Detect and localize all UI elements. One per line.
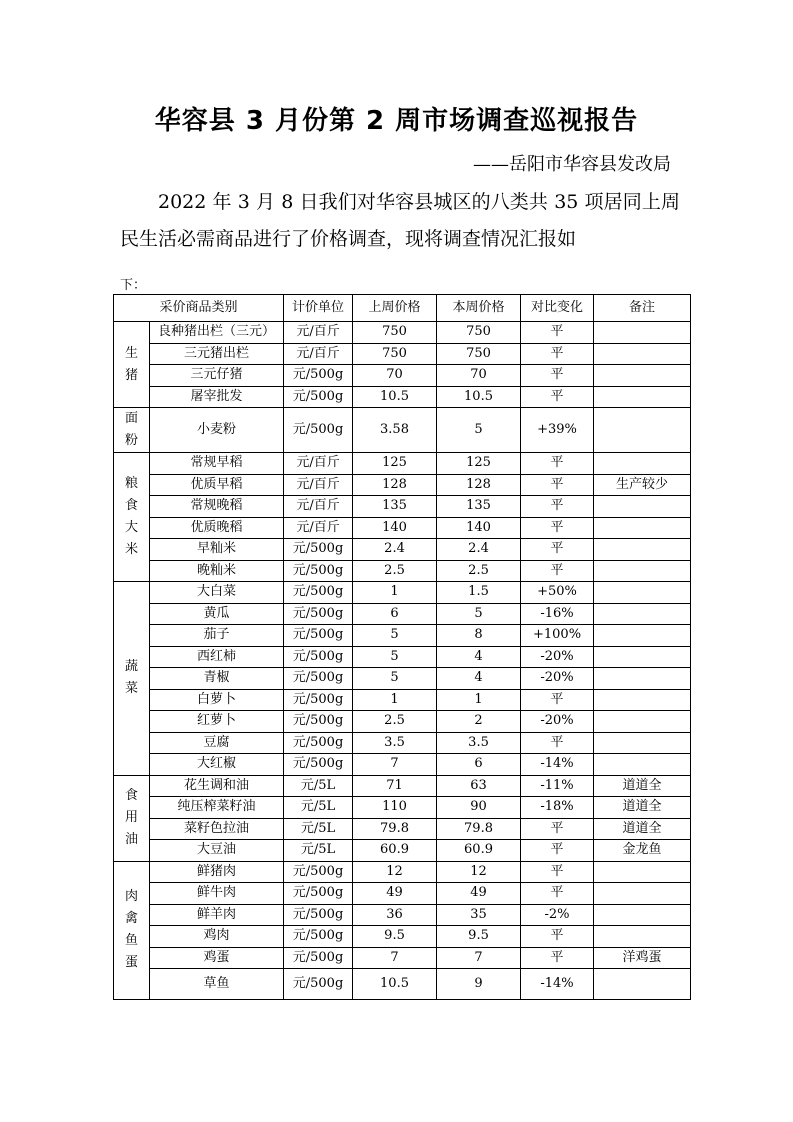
change-cell: 平 [521, 474, 594, 496]
item-name-cell: 优质早稻 [150, 474, 284, 496]
this-week-price-cell: 2.5 [437, 560, 521, 582]
this-week-price-cell: 79.8 [437, 818, 521, 840]
change-cell: 平 [521, 365, 594, 387]
item-name-cell: 晚籼米 [150, 560, 284, 582]
unit-cell: 元/500g [284, 711, 353, 733]
note-cell [594, 732, 691, 754]
note-cell [594, 453, 691, 475]
table-row [114, 732, 691, 754]
item-name-cell: 小麦粉 [150, 408, 284, 453]
change-cell: -16% [521, 603, 594, 625]
change-cell: 平 [521, 883, 594, 905]
this-week-price-cell: 9.5 [437, 926, 521, 948]
unit-cell: 元/500g [284, 947, 353, 969]
last-week-price-cell: 60.9 [353, 840, 437, 862]
header-this-week: 本周价格 [437, 295, 521, 322]
table-row [114, 775, 691, 797]
last-week-price-cell: 750 [353, 322, 437, 344]
report-subtitle: ——岳阳市华容县发改局 [473, 154, 671, 175]
table-row [114, 365, 691, 387]
last-week-price-cell: 70 [353, 365, 437, 387]
this-week-price-cell: 8 [437, 625, 521, 647]
item-name-cell: 鸡蛋 [150, 947, 284, 969]
this-week-price-cell: 63 [437, 775, 521, 797]
intro-text: 2022 年 3 月 8 日我们对华容县城区的八类共 35 项居同上周民生活必需商品进行了价格调查，现将调查情况汇报如 [120, 191, 680, 250]
change-cell: 平 [521, 818, 594, 840]
last-week-price-cell: 140 [353, 517, 437, 539]
last-week-price-cell: 9.5 [353, 926, 437, 948]
category-cell: 粮 食 大 米 [114, 453, 150, 582]
unit-cell: 元/500g [284, 603, 353, 625]
last-week-price-cell: 36 [353, 904, 437, 926]
unit-cell: 元/500g [284, 582, 353, 604]
this-week-price-cell: 12 [437, 861, 521, 883]
this-week-price-cell: 35 [437, 904, 521, 926]
category-cell: 肉 禽 鱼 蛋 [114, 861, 150, 1000]
item-name-cell: 青椒 [150, 668, 284, 690]
last-week-price-cell: 7 [353, 754, 437, 776]
note-cell: 道道全 [594, 818, 691, 840]
item-name-cell: 花生调和油 [150, 775, 284, 797]
table-row [114, 625, 691, 647]
change-cell: -11% [521, 775, 594, 797]
table-row [114, 539, 691, 561]
last-week-price-cell: 5 [353, 646, 437, 668]
table-row [114, 818, 691, 840]
change-cell: -18% [521, 797, 594, 819]
item-name-cell: 鲜猪肉 [150, 861, 284, 883]
note-cell [594, 668, 691, 690]
last-week-price-cell: 10.5 [353, 386, 437, 408]
price-table [113, 294, 691, 1000]
item-name-cell: 大红椒 [150, 754, 284, 776]
unit-cell: 元/500g [284, 969, 353, 1000]
table-row [114, 582, 691, 604]
note-cell [594, 343, 691, 365]
last-week-price-cell: 2.5 [353, 560, 437, 582]
change-cell: 平 [521, 861, 594, 883]
note-cell: 洋鸡蛋 [594, 947, 691, 969]
this-week-price-cell: 10.5 [437, 386, 521, 408]
unit-cell: 元/百斤 [284, 453, 353, 475]
this-week-price-cell: 9 [437, 969, 521, 1000]
change-cell: 平 [521, 926, 594, 948]
change-cell: -14% [521, 754, 594, 776]
item-name-cell: 优质晚稻 [150, 517, 284, 539]
last-week-price-cell: 10.5 [353, 969, 437, 1000]
header-last-week: 上周价格 [353, 295, 437, 322]
this-week-price-cell: 750 [437, 322, 521, 344]
unit-cell: 元/500g [284, 926, 353, 948]
change-cell: +39% [521, 408, 594, 453]
note-cell [594, 883, 691, 905]
table-row [114, 474, 691, 496]
this-week-price-cell: 140 [437, 517, 521, 539]
table-row [114, 646, 691, 668]
this-week-price-cell: 5 [437, 603, 521, 625]
table-row [114, 560, 691, 582]
unit-cell: 元/500g [284, 560, 353, 582]
last-week-price-cell: 12 [353, 861, 437, 883]
change-cell: 平 [521, 453, 594, 475]
last-week-price-cell: 110 [353, 797, 437, 819]
table-row [114, 797, 691, 819]
unit-cell: 元/5L [284, 775, 353, 797]
this-week-price-cell: 5 [437, 408, 521, 453]
note-cell [594, 969, 691, 1000]
header-note: 备注 [594, 295, 691, 322]
this-week-price-cell: 3.5 [437, 732, 521, 754]
last-week-price-cell: 79.8 [353, 818, 437, 840]
note-cell [594, 711, 691, 733]
note-cell [594, 904, 691, 926]
note-cell [594, 582, 691, 604]
last-week-price-cell: 2.5 [353, 711, 437, 733]
change-cell: 平 [521, 840, 594, 862]
change-cell: 平 [521, 689, 594, 711]
unit-cell: 元/500g [284, 861, 353, 883]
unit-cell: 元/百斤 [284, 496, 353, 518]
last-week-price-cell: 71 [353, 775, 437, 797]
item-name-cell: 纯压榨菜籽油 [150, 797, 284, 819]
note-cell [594, 560, 691, 582]
note-cell: 道道全 [594, 797, 691, 819]
this-week-price-cell: 4 [437, 668, 521, 690]
item-name-cell: 红萝卜 [150, 711, 284, 733]
note-cell [594, 861, 691, 883]
change-cell: 平 [521, 732, 594, 754]
unit-cell: 元/500g [284, 365, 353, 387]
table-row [114, 711, 691, 733]
table-row [114, 689, 691, 711]
category-cell: 面 粉 [114, 408, 150, 453]
unit-cell: 元/500g [284, 904, 353, 926]
note-cell [594, 386, 691, 408]
this-week-price-cell: 60.9 [437, 840, 521, 862]
item-name-cell: 白萝卜 [150, 689, 284, 711]
item-name-cell: 三元仔猪 [150, 365, 284, 387]
this-week-price-cell: 128 [437, 474, 521, 496]
this-week-price-cell: 49 [437, 883, 521, 905]
last-week-price-cell: 5 [353, 668, 437, 690]
table-row [114, 603, 691, 625]
note-cell [594, 517, 691, 539]
table-body [114, 322, 691, 1000]
change-cell: -20% [521, 646, 594, 668]
change-cell: +100% [521, 625, 594, 647]
table-row [114, 517, 691, 539]
table-row [114, 386, 691, 408]
header-change: 对比变化 [521, 295, 594, 322]
table-row [114, 926, 691, 948]
unit-cell: 元/500g [284, 539, 353, 561]
last-week-price-cell: 2.4 [353, 539, 437, 561]
table-row [114, 861, 691, 883]
table-row [114, 496, 691, 518]
note-cell [594, 322, 691, 344]
change-cell: -20% [521, 711, 594, 733]
item-name-cell: 屠宰批发 [150, 386, 284, 408]
table-row [114, 947, 691, 969]
header-category: 采价商品类别 [114, 295, 284, 322]
last-week-price-cell: 128 [353, 474, 437, 496]
table-row [114, 408, 691, 453]
this-week-price-cell: 135 [437, 496, 521, 518]
intro-tail: 下： [120, 278, 147, 293]
report-title: 华容县 3 月份第 2 周市场调查巡视报告 [154, 106, 639, 136]
item-name-cell: 黄瓜 [150, 603, 284, 625]
this-week-price-cell: 70 [437, 365, 521, 387]
table-row [114, 453, 691, 475]
category-cell: 生 猪 [114, 322, 150, 408]
unit-cell: 元/百斤 [284, 343, 353, 365]
item-name-cell: 豆腐 [150, 732, 284, 754]
change-cell: -14% [521, 969, 594, 1000]
note-cell: 金龙鱼 [594, 840, 691, 862]
last-week-price-cell: 1 [353, 689, 437, 711]
note-cell: 生产较少 [594, 474, 691, 496]
category-cell: 食 用 油 [114, 775, 150, 861]
item-name-cell: 三元猪出栏 [150, 343, 284, 365]
unit-cell: 元/500g [284, 883, 353, 905]
intro-paragraph [120, 184, 680, 258]
last-week-price-cell: 5 [353, 625, 437, 647]
last-week-price-cell: 750 [353, 343, 437, 365]
this-week-price-cell: 6 [437, 754, 521, 776]
table-row [114, 904, 691, 926]
item-name-cell: 早籼米 [150, 539, 284, 561]
last-week-price-cell: 3.58 [353, 408, 437, 453]
unit-cell: 元/百斤 [284, 322, 353, 344]
change-cell: -2% [521, 904, 594, 926]
item-name-cell: 大白菜 [150, 582, 284, 604]
change-cell: 平 [521, 496, 594, 518]
change-cell: +50% [521, 582, 594, 604]
note-cell [594, 754, 691, 776]
note-cell [594, 625, 691, 647]
note-cell: 道道全 [594, 775, 691, 797]
unit-cell: 元/百斤 [284, 474, 353, 496]
last-week-price-cell: 125 [353, 453, 437, 475]
this-week-price-cell: 90 [437, 797, 521, 819]
header-unit: 计价单位 [284, 295, 353, 322]
item-name-cell: 菜籽色拉油 [150, 818, 284, 840]
table-row [114, 969, 691, 1000]
note-cell [594, 539, 691, 561]
this-week-price-cell: 1.5 [437, 582, 521, 604]
unit-cell: 元/500g [284, 625, 353, 647]
note-cell [594, 496, 691, 518]
table-row [114, 343, 691, 365]
table-row [114, 883, 691, 905]
item-name-cell: 鲜羊肉 [150, 904, 284, 926]
item-name-cell: 茄子 [150, 625, 284, 647]
unit-cell: 元/500g [284, 646, 353, 668]
category-cell: 蔬 菜 [114, 582, 150, 776]
table-row [114, 840, 691, 862]
change-cell: 平 [521, 539, 594, 561]
item-name-cell: 草鱼 [150, 969, 284, 1000]
unit-cell: 元/500g [284, 668, 353, 690]
note-cell [594, 365, 691, 387]
note-cell [594, 408, 691, 453]
note-cell [594, 689, 691, 711]
table-row [114, 754, 691, 776]
table-row [114, 668, 691, 690]
this-week-price-cell: 1 [437, 689, 521, 711]
item-name-cell: 良种猪出栏（三元） [150, 322, 284, 344]
table-header-row [114, 295, 691, 322]
last-week-price-cell: 7 [353, 947, 437, 969]
this-week-price-cell: 2.4 [437, 539, 521, 561]
change-cell: 平 [521, 343, 594, 365]
change-cell: 平 [521, 322, 594, 344]
change-cell: -20% [521, 668, 594, 690]
change-cell: 平 [521, 517, 594, 539]
change-cell: 平 [521, 386, 594, 408]
table-row [114, 322, 691, 344]
last-week-price-cell: 3.5 [353, 732, 437, 754]
this-week-price-cell: 750 [437, 343, 521, 365]
note-cell [594, 646, 691, 668]
item-name-cell: 鸡肉 [150, 926, 284, 948]
item-name-cell: 常规晚稻 [150, 496, 284, 518]
item-name-cell: 大豆油 [150, 840, 284, 862]
last-week-price-cell: 6 [353, 603, 437, 625]
item-name-cell: 常规早稻 [150, 453, 284, 475]
change-cell: 平 [521, 560, 594, 582]
change-cell: 平 [521, 947, 594, 969]
note-cell [594, 926, 691, 948]
unit-cell: 元/5L [284, 818, 353, 840]
unit-cell: 元/500g [284, 386, 353, 408]
unit-cell: 元/5L [284, 840, 353, 862]
unit-cell: 元/百斤 [284, 517, 353, 539]
last-week-price-cell: 135 [353, 496, 437, 518]
unit-cell: 元/500g [284, 689, 353, 711]
unit-cell: 元/500g [284, 408, 353, 453]
item-name-cell: 西红柿 [150, 646, 284, 668]
unit-cell: 元/5L [284, 797, 353, 819]
unit-cell: 元/500g [284, 754, 353, 776]
item-name-cell: 鲜牛肉 [150, 883, 284, 905]
note-cell [594, 603, 691, 625]
this-week-price-cell: 7 [437, 947, 521, 969]
unit-cell: 元/500g [284, 732, 353, 754]
last-week-price-cell: 49 [353, 883, 437, 905]
this-week-price-cell: 2 [437, 711, 521, 733]
last-week-price-cell: 1 [353, 582, 437, 604]
this-week-price-cell: 125 [437, 453, 521, 475]
this-week-price-cell: 4 [437, 646, 521, 668]
